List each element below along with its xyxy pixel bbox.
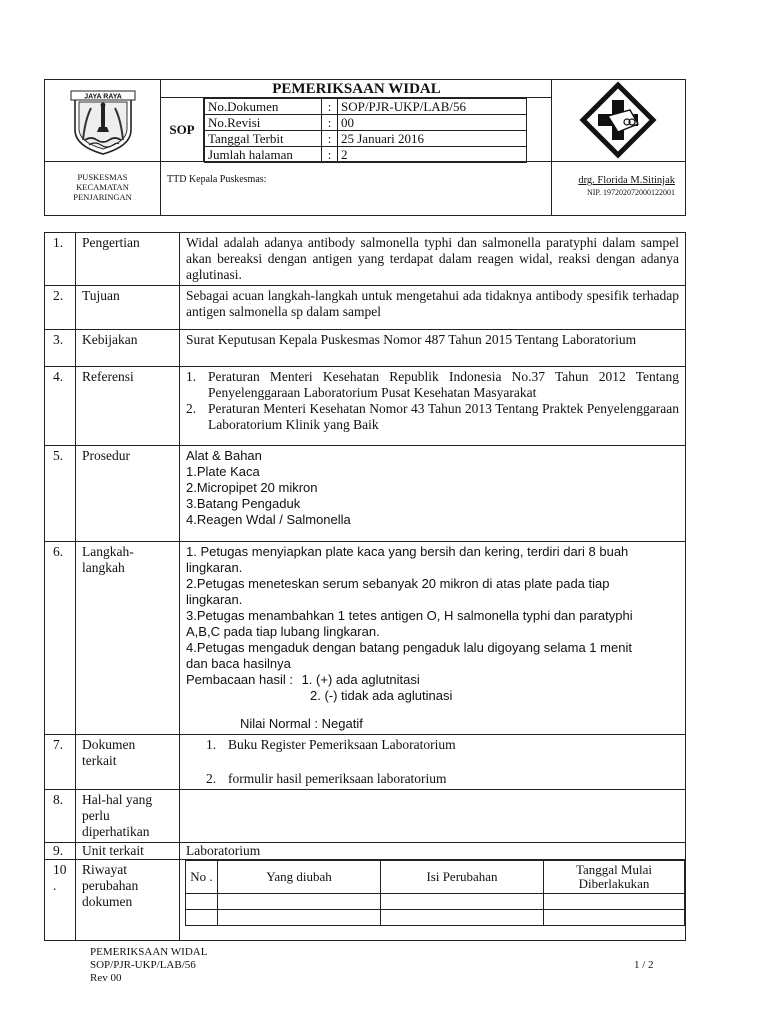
page-footer xyxy=(90,946,207,985)
row-number: 4. xyxy=(45,367,76,446)
meta-colon: : xyxy=(322,115,338,131)
revision-row xyxy=(186,910,685,926)
meta-colon: : xyxy=(322,131,338,147)
meta-label: Jumlah halaman xyxy=(205,147,322,163)
row-riwayat xyxy=(45,860,686,941)
meta-row-tanggal xyxy=(205,131,527,147)
row-content: Surat Keputusan Kepala Puskesmas Nomor 487 Tahun 2015 Tentang Laboratorium xyxy=(180,330,686,367)
reading-result-positive: 1. (+) ada aglutnitasi xyxy=(301,672,420,687)
material-item: 1.Plate Kaca xyxy=(186,464,260,479)
revision-column-header: Tanggal Mulai Diberlakukan xyxy=(544,861,685,894)
meta-colon: : xyxy=(322,147,338,163)
row-content xyxy=(180,860,686,941)
row-hal-hal xyxy=(45,790,686,843)
row-dokumen xyxy=(45,735,686,790)
footer-line: Rev 00 xyxy=(90,972,122,984)
ttd-label: TTD Kepala Puskesmas: xyxy=(167,174,267,185)
row-label: Prosedur xyxy=(76,446,180,542)
document-title: PEMERIKSAAN WIDAL xyxy=(161,80,552,98)
material-item: 4.Reagen Wdal / Salmonella xyxy=(186,512,351,527)
reading-result-negative: 2. (-) tidak ada aglutinasi xyxy=(310,688,453,703)
row-label: Tujuan xyxy=(76,286,180,330)
row-number: 9. xyxy=(45,843,76,860)
revision-column-header: No . xyxy=(186,861,218,894)
revision-column-header: Isi Perubahan xyxy=(381,861,544,894)
row-content xyxy=(180,735,686,790)
row-kebijakan xyxy=(45,330,686,367)
row-content xyxy=(180,367,686,446)
reference-text: Peraturan Menteri Kesehatan Republik Indonesia No.37 Tahun 2012 Tentang Penyelenggaraan Laboratorium Pusat Kesehatan Masyarakat xyxy=(208,369,679,400)
meta-row-halaman xyxy=(205,147,527,163)
row-number: 3. xyxy=(45,330,76,367)
row-number: 1. xyxy=(45,233,76,286)
reading-label: Pembacaan hasil : xyxy=(186,672,293,687)
page-number: 1 / 2 xyxy=(634,959,654,971)
header-title-block xyxy=(161,80,552,162)
signer-block xyxy=(552,162,685,215)
meta-value: 00 xyxy=(338,115,527,131)
footer-line: PEMERIKSAAN WIDAL xyxy=(90,946,208,958)
meta-value: 25 Januari 2016 xyxy=(338,131,527,147)
row-label: Unit terkait xyxy=(76,843,180,860)
prosedur-heading: Alat & Bahan xyxy=(186,448,262,463)
row-content: Widal adalah adanya antibody salmonella typhi dan salmonella paratyphi dalam sampel akan bereaksi dengan antigen yang terdapat dalam reagen widal, reaksi dengan adanya aglutinasi. xyxy=(180,233,686,286)
meta-colon: : xyxy=(322,99,338,115)
document-header xyxy=(44,79,686,216)
sop-content-table xyxy=(44,232,686,941)
step-item: 3.Petugas menambahkan 1 tetes antigen O, H salmonella typhi dan paratyphi A,B,C pada tiap lubang lingkaran. xyxy=(186,608,633,639)
related-document-item xyxy=(206,737,679,753)
row-label: Hal-hal yang perlu diperhatikan xyxy=(76,790,180,843)
row-label: Kebijakan xyxy=(76,330,180,367)
step-item: 2.Petugas meneteskan serum sebanyak 20 mikron di atas plate pada tiap lingkaran. xyxy=(186,576,610,607)
document-number: 1. xyxy=(206,737,217,752)
material-item: 3.Batang Pengaduk xyxy=(186,496,301,511)
reference-text: Peraturan Menteri Kesehatan Nomor 43 Tahun 2013 Tentang Praktek Penyelenggaraan Laboratorium Klinik yang Baik xyxy=(208,401,679,432)
row-number: 2. xyxy=(45,286,76,330)
reading-line xyxy=(186,672,655,688)
normal-value: Nilai Normal : Negatif xyxy=(240,716,363,731)
row-pengertian xyxy=(45,233,686,286)
row-tujuan xyxy=(45,286,686,330)
org-line: PUSKESMAS xyxy=(77,172,128,182)
step-item: 1. Petugas menyiapkan plate kaca yang bersih dan kering, terdiri dari 8 buah lingkaran. xyxy=(186,544,629,575)
reference-number: 2. xyxy=(186,401,197,416)
row-content: Sebagai acuan langkah-langkah untuk mengetahui ada tidaknya antibody spesifik terhadap antigen salmonella sp dalam sampel xyxy=(180,286,686,330)
signer-name: drg. Florida M.Sitinjak xyxy=(578,175,675,186)
row-number: 10 . xyxy=(45,860,76,941)
meta-value: 2 xyxy=(338,147,527,163)
jakarta-logo-cell xyxy=(45,80,161,162)
row-referensi xyxy=(45,367,686,446)
puskesmas-logo-cell xyxy=(552,80,685,162)
document-number: 2. xyxy=(206,771,217,786)
revision-row xyxy=(186,894,685,910)
meta-label: Tanggal Terbit xyxy=(205,131,322,147)
org-line: KECAMATAN xyxy=(76,182,129,192)
row-label: Riwayat perubahan dokumen xyxy=(76,860,180,941)
row-content xyxy=(180,790,686,843)
row-number: 7. xyxy=(45,735,76,790)
sop-label: SOP xyxy=(161,98,204,162)
row-label: Pengertian xyxy=(76,233,180,286)
related-document-item xyxy=(206,771,679,787)
meta-row-dokumen xyxy=(205,99,527,115)
document-text: formulir hasil pemeriksaan laboratorium xyxy=(228,771,447,786)
emblem-banner-text: JAYA RAYA xyxy=(84,93,122,101)
reference-number: 1. xyxy=(186,369,197,384)
row-langkah xyxy=(45,542,686,735)
document-text: Buku Register Pemeriksaan Laboratorium xyxy=(228,737,456,752)
step-item: 4.Petugas mengaduk dengan batang pengaduk lalu digoyang selama 1 menit dan baca hasilnya xyxy=(186,640,632,671)
reference-item xyxy=(186,369,679,401)
row-number: 8. xyxy=(45,790,76,843)
row-content: Laboratorium xyxy=(180,843,686,860)
material-item: 2.Micropipet 20 mikron xyxy=(186,480,318,495)
meta-label: No.Dokumen xyxy=(205,99,322,115)
meta-value: SOP/PJR-UKP/LAB/56 xyxy=(338,99,527,115)
row-prosedur xyxy=(45,446,686,542)
row-content xyxy=(180,446,686,542)
puskesmas-logo-icon xyxy=(552,80,685,162)
row-content xyxy=(180,542,686,735)
org-line: PENJARINGAN xyxy=(73,192,132,202)
row-number: 5. xyxy=(45,446,76,542)
jaya-raya-emblem-icon xyxy=(45,80,161,162)
organization-block xyxy=(45,162,161,215)
revision-history-table xyxy=(185,860,685,926)
signature-label-block xyxy=(161,162,552,215)
meta-row-revisi xyxy=(205,115,527,131)
row-label: Langkah-langkah xyxy=(76,542,180,735)
meta-label: No.Revisi xyxy=(205,115,322,131)
footer-line: SOP/PJR-UKP/LAB/56 xyxy=(90,959,196,971)
row-unit xyxy=(45,843,686,860)
row-label: Referensi xyxy=(76,367,180,446)
document-meta-table xyxy=(204,98,527,163)
reference-item xyxy=(186,401,679,433)
row-label: Dokumen terkait xyxy=(76,735,180,790)
revision-column-header: Yang diubah xyxy=(218,861,381,894)
signer-nip: NIP. 197202072000122001 xyxy=(586,188,675,197)
revision-header-row xyxy=(186,861,685,894)
row-number: 6. xyxy=(45,542,76,735)
